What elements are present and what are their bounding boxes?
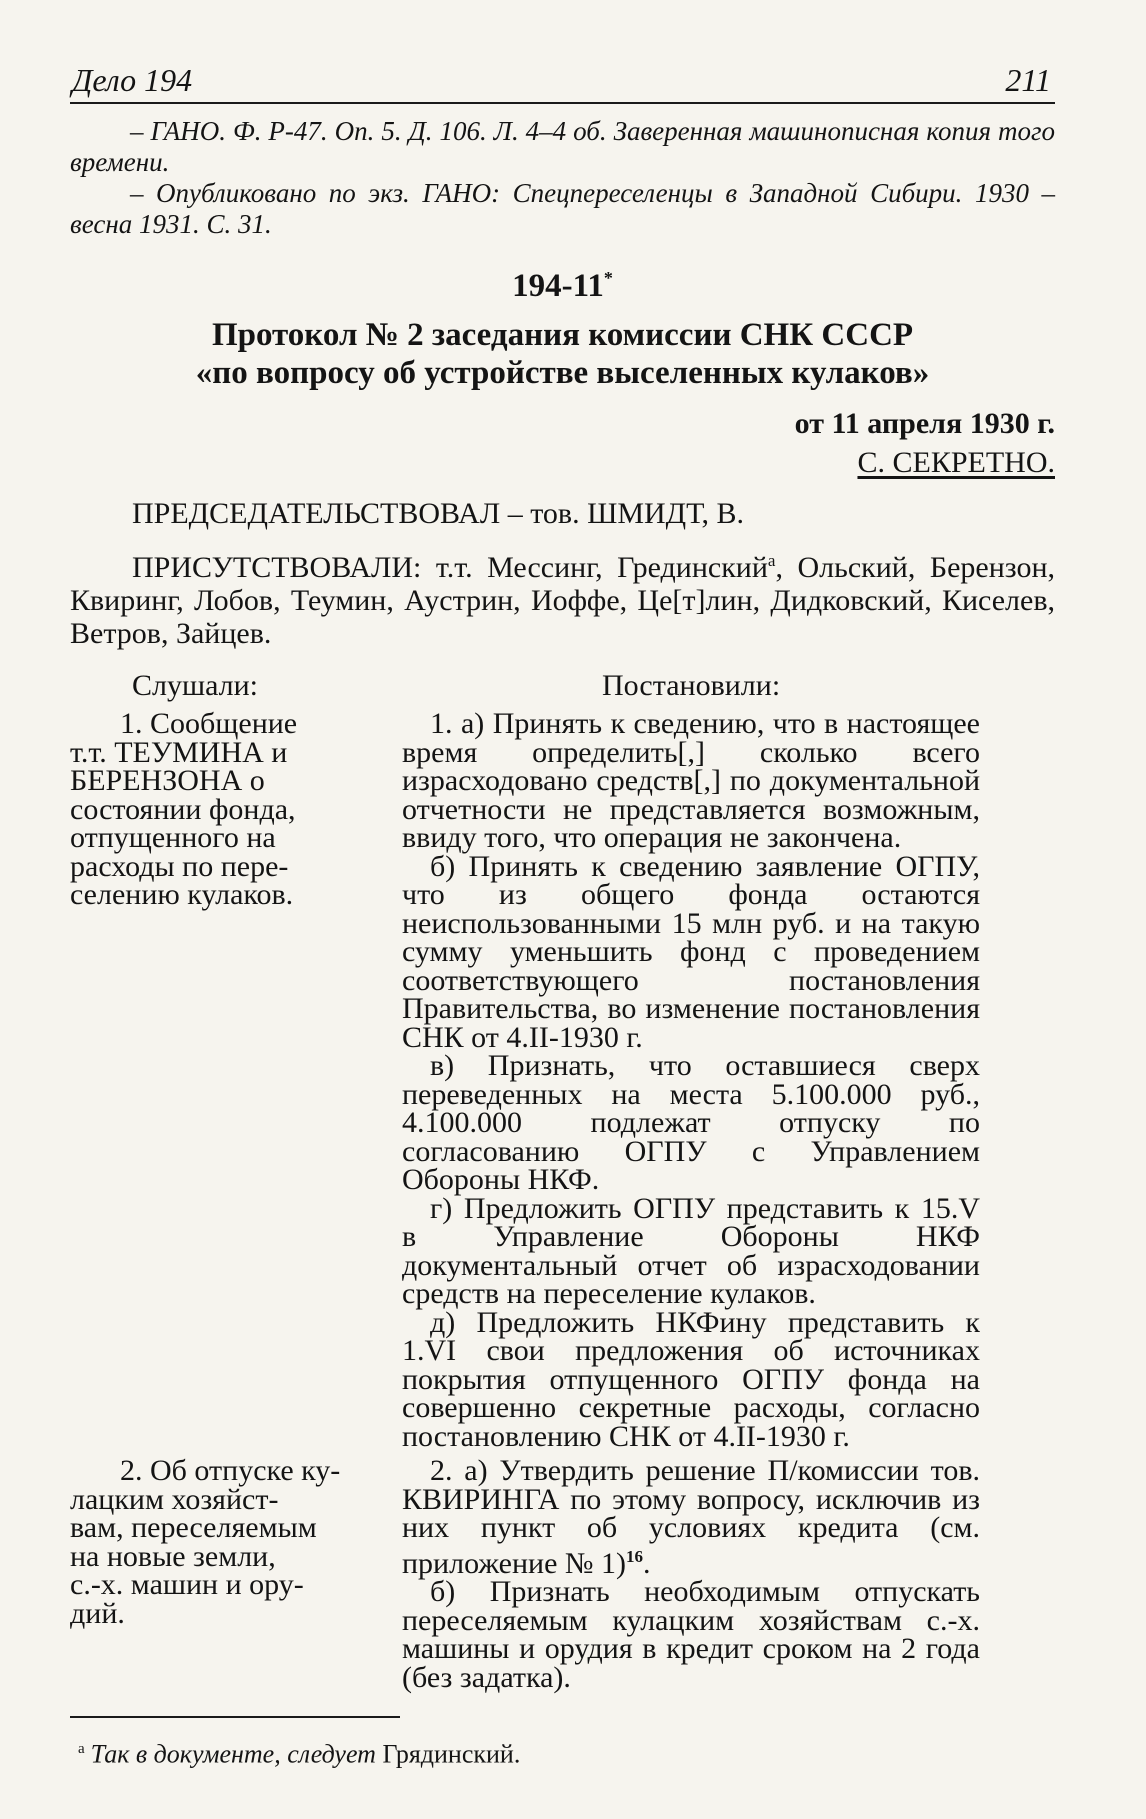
resolution-1a: 1. а) Принять к сведению, что в настоящее время определить[,] сколько всего израсходовано средств[,] по документальной отчетности не представляется возможным, ввиду того, что операция не закончена.	[402, 707, 980, 854]
item-2-heard-line: дий.	[70, 1596, 125, 1630]
item-1-heard-line: селению кулаков.	[70, 878, 294, 911]
publication-reference: – Опубликовано по экз. ГАНО: Спецпереселенцы в Западной Сибири. 1930 – весна 1931. С. 31.	[70, 178, 1055, 239]
item-1-resolved	[402, 707, 980, 1453]
item-2-heard-line: вам, переселяемым	[70, 1511, 317, 1544]
archive-reference: – ГАНО. Ф. Р-47. Оп. 5. Д. 106. Л. 4–4 об. Заверенная машинописная копия того времени.	[70, 116, 1055, 177]
resolution-1e: д) Предложить НКФину представить к 1.VI свои предложения об источниках покрытия отпущенного ОГПУ фонда на совершенно секретные расходы, согласно постановлению СНК от 4.II-1930 г.	[402, 1305, 980, 1453]
document-title	[70, 316, 1055, 392]
item-1-heard-line: расходы по пере-	[70, 849, 289, 883]
minutes-column-headers	[70, 668, 1055, 704]
resolution-1b: б) Принять к сведению заявление ОГПУ, что из общего фонда остаются неиспользованными 15 млн руб. и на такую сумму уменьшить фонд с проведением соответствующего постановления Правительства, во изменение постановления СНК от 4.II-1930 г.	[402, 849, 980, 1054]
resolution-2a-note-mark: 16	[626, 1546, 644, 1566]
minutes-item-2	[70, 1454, 1055, 1694]
resolved-header: Постановили:	[602, 669, 781, 702]
document-number-mark: *	[603, 268, 613, 288]
minutes-item-1	[70, 707, 1055, 1453]
page-number: 211	[1005, 62, 1051, 98]
source-note	[70, 116, 1055, 240]
document-date: от 11 апреля 1930 г.	[794, 407, 1055, 440]
item-1-heard	[70, 707, 390, 1451]
item-2-heard-line: лацким хозяйст-	[70, 1482, 279, 1516]
item-1-heard-line: состоянии фонда,	[70, 792, 296, 826]
running-head-title: Дело 194	[72, 62, 193, 98]
document-title-line-1: Протокол № 2 заседания комиссии СНК СССР	[211, 317, 914, 353]
footnote	[70, 1732, 1055, 1772]
item-2-heard-line: 2. Об отпуске ку-	[120, 1454, 341, 1487]
resolution-2a-text: 2. а) Утвердить решение П/комиссии тов. КВИРИНГА по этому вопросу, исключив из них пункт об условиях кредита (см. приложение № 1)	[402, 1454, 980, 1580]
resolution-2b: б) Признать необходимым отпускать переселяемым кулацким хозяйствам с.-х. машины и орудия в кредит сроком на 2 года (без задатка).	[402, 1575, 980, 1694]
attendees-text-start: ПРИСУТСТВОВАЛИ: т.т. Мессинг, Грединский	[132, 551, 768, 584]
secrecy-stamp	[70, 444, 1055, 482]
footnote-mark: а	[78, 1741, 85, 1757]
attendees-paragraph	[70, 544, 1055, 650]
running-head	[70, 60, 1055, 104]
heard-header: Слушали:	[132, 669, 259, 702]
item-1-heard-line: БЕРЕНЗОНА о	[70, 764, 265, 797]
resolution-1c: в) Признать, что оставшиеся сверх переведенных на места 5.100.000 руб., 4.100.000 подлежат отпуску по согласованию ОГПУ с Управлением Обороны НКФ.	[402, 1049, 980, 1196]
attendees-footnote-mark: а	[767, 551, 776, 570]
item-2-heard-line: с.-х. машин и ору-	[70, 1568, 304, 1601]
resolution-2a-end: .	[643, 1546, 651, 1580]
document-number-text: 194-11	[512, 268, 604, 304]
chairman-line: ПРЕДСЕДАТЕЛЬСТВОВАЛ – тов. ШМИДТ, В.	[132, 497, 744, 530]
item-2-heard-line: на новые земли,	[70, 1539, 276, 1573]
footnote-plain-text: Грядинский.	[375, 1739, 521, 1769]
footnote-divider	[70, 1716, 400, 1718]
item-1-heard-line: 1. Сообщение	[120, 707, 298, 740]
resolution-1d: г) Предложить ОГПУ представить к 15.V в Управление Обороны НКФ документальный отчет об израсходовании средств на переселение кулаков.	[402, 1191, 980, 1310]
resolution-2a	[402, 1454, 980, 1580]
item-1-heard-line: отпущенного на	[70, 821, 276, 854]
item-2-heard	[70, 1454, 390, 1692]
secrecy-text: С. СЕКРЕТНО.	[857, 446, 1055, 479]
item-1-heard-line: т.т. ТЕУМИНА и	[70, 735, 288, 769]
attendees-text-end: , Ольский, Берензон, Квиринг, Лобов, Теумин, Аустрин, Иоффе, Це[т]лин, Дидковский, Киселев, Ветров, Зайцев.	[70, 551, 1056, 650]
document-page	[70, 60, 1055, 1772]
footnote-italic-text: Так в документе, следует	[90, 1739, 376, 1769]
item-2-resolved	[402, 1454, 980, 1694]
document-title-line-2: «по вопросу об устройстве выселенных кулаков»	[195, 355, 930, 391]
document-number	[70, 258, 1055, 306]
